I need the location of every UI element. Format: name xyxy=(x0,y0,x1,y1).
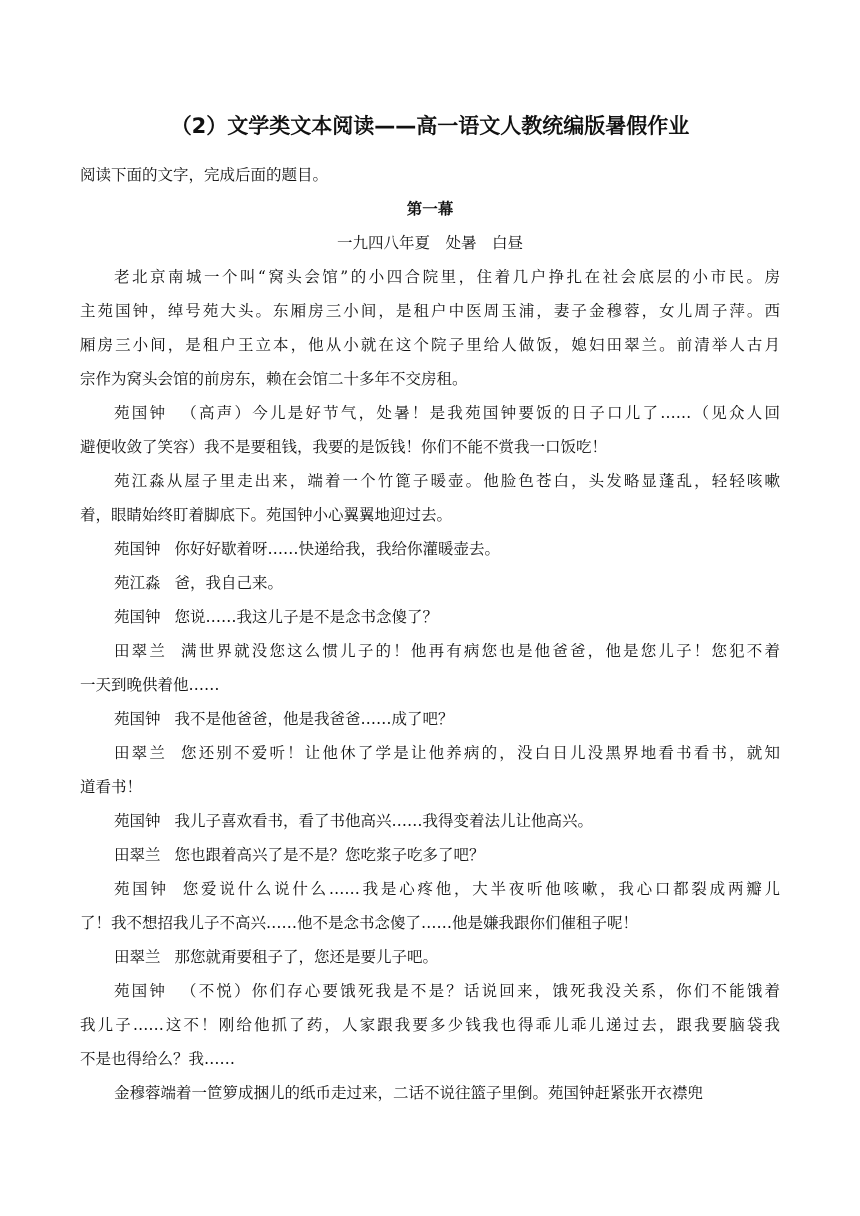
dialogue-text: （高声）今儿是好节气，处暑！是我苑国钟要饭的日子口儿了……（见众人回 xyxy=(181,404,780,422)
instruction: 阅读下面的文字，完成后面的题目。 xyxy=(80,166,329,184)
paragraph-line: 主苑国钟，绰号苑大头。东厢房三小间，是租户中医周玉浦，妻子金穆蓉，女儿周子萍。西 xyxy=(80,302,780,320)
dialogue-line xyxy=(80,872,780,906)
dialogue-text: 我儿子喜欢看书，看了书他高兴……我得变着法儿让他高兴。 xyxy=(174,812,594,830)
setting-line: 一九四八年夏 处暑 白昼 xyxy=(336,234,523,252)
paragraph-line: 着，眼睛始终盯着脚底下。苑国钟小心翼翼地迎过去。 xyxy=(80,506,453,524)
dialogue-text: 那您就甭要租子了，您还是要儿子吧。 xyxy=(174,948,439,966)
dialogue-line xyxy=(80,974,780,1008)
dialogue-text: （不悦）你们存心要饿死我是不是？话说回来，饿死我没关系，你们不能饿着 xyxy=(181,982,780,1000)
dialogue-line: 避便收敛了笑容）我不是要租钱，我要的是饭钱！你们不能不赏我一口饭吃！ xyxy=(80,438,608,456)
dialogue-line: 我儿子……这不！刚给他抓了药，人家跟我要多少钱我也得乖儿乖儿递过去，跟我要脑袋我 xyxy=(80,1016,780,1034)
dialogue-text: 我不是他爸爸，他是我爸爸……成了吧？ xyxy=(174,710,454,728)
page-title: （2）文学类文本阅读——高一语文人教统编版暑假作业 xyxy=(170,114,690,138)
dialogue-line: 一天到晚供着他…… xyxy=(80,676,220,694)
speaker-name: 苑国钟 xyxy=(114,540,161,558)
speaker-name: 苑国钟 xyxy=(114,880,169,898)
dialogue-line xyxy=(80,804,780,838)
dialogue-text: 您还别不爱听！让他休了学是让他养病的，没白日儿没黑界地看书看书，就知 xyxy=(181,744,780,762)
dialogue-line: 道看书！ xyxy=(80,778,143,796)
paragraph-line: 厢房三小间，是租户王立本，他从小就在这个院子里给人做饭，媳妇田翠兰。前清举人古月 xyxy=(80,336,780,354)
paragraph-line: 宗作为窝头会馆的前房东，赖在会馆二十多年不交房租。 xyxy=(80,370,468,388)
speaker-name: 田翠兰 xyxy=(114,744,168,762)
document-body xyxy=(80,158,780,1110)
dialogue-text: 您爱说什么说什么……我是心疼他，大半夜听他咳嗽，我心口都裂成两瓣儿 xyxy=(182,880,780,898)
act-title: 第一幕 xyxy=(406,199,454,218)
dialogue-line xyxy=(80,736,780,770)
dialogue-text: 爸，我自己来。 xyxy=(174,574,284,592)
dialogue-line xyxy=(80,940,780,974)
dialogue-line: 不是也得给么？我…… xyxy=(80,1050,236,1068)
dialogue-line xyxy=(80,532,780,566)
speaker-name: 苑国钟 xyxy=(114,982,168,1000)
speaker-name: 苑国钟 xyxy=(114,812,161,830)
dialogue-text: 您也跟着高兴了是不是？您吃浆子吃多了吧？ xyxy=(174,846,485,864)
speaker-name: 苑国钟 xyxy=(114,404,168,422)
dialogue-text: 您说……我这儿子是不是念书念傻了？ xyxy=(174,608,439,626)
speaker-name: 田翠兰 xyxy=(114,642,168,660)
dialogue-line: 了！我不想招我儿子不高兴……他不是念书念傻了……他是嫌我跟你们催租子呢！ xyxy=(80,914,639,932)
dialogue-text: 你好好歇着呀……快递给我，我给你灌暖壶去。 xyxy=(174,540,501,558)
dialogue-line xyxy=(80,566,780,600)
paragraph-line: 苑江淼从屋子里走出来，端着一个竹篦子暖壶。他脸色苍白，头发略显蓬乱，轻轻咳嗽 xyxy=(114,472,780,490)
paragraph-line: 金穆蓉端着一笸箩成捆儿的纸币走过来，二话不说往篮子里倒。苑国钟赶紧张开衣襟兜 xyxy=(114,1084,704,1102)
speaker-name: 苑国钟 xyxy=(114,710,161,728)
speaker-name: 田翠兰 xyxy=(114,846,161,864)
dialogue-line xyxy=(80,838,780,872)
speaker-name: 苑江淼 xyxy=(114,574,161,592)
dialogue-line xyxy=(80,396,780,430)
dialogue-line xyxy=(80,702,780,736)
speaker-name: 田翠兰 xyxy=(114,948,161,966)
speaker-name: 苑国钟 xyxy=(114,608,161,626)
dialogue-line xyxy=(80,634,780,668)
paragraph-line: 老北京南城一个叫“窝头会馆”的小四合院里，住着几户挣扎在社会底层的小市民。房 xyxy=(114,268,780,286)
dialogue-text: 满世界就没您这么惯儿子的！他再有病您也是他爸爸，他是您儿子！您犯不着 xyxy=(181,642,780,660)
dialogue-line xyxy=(80,600,780,634)
